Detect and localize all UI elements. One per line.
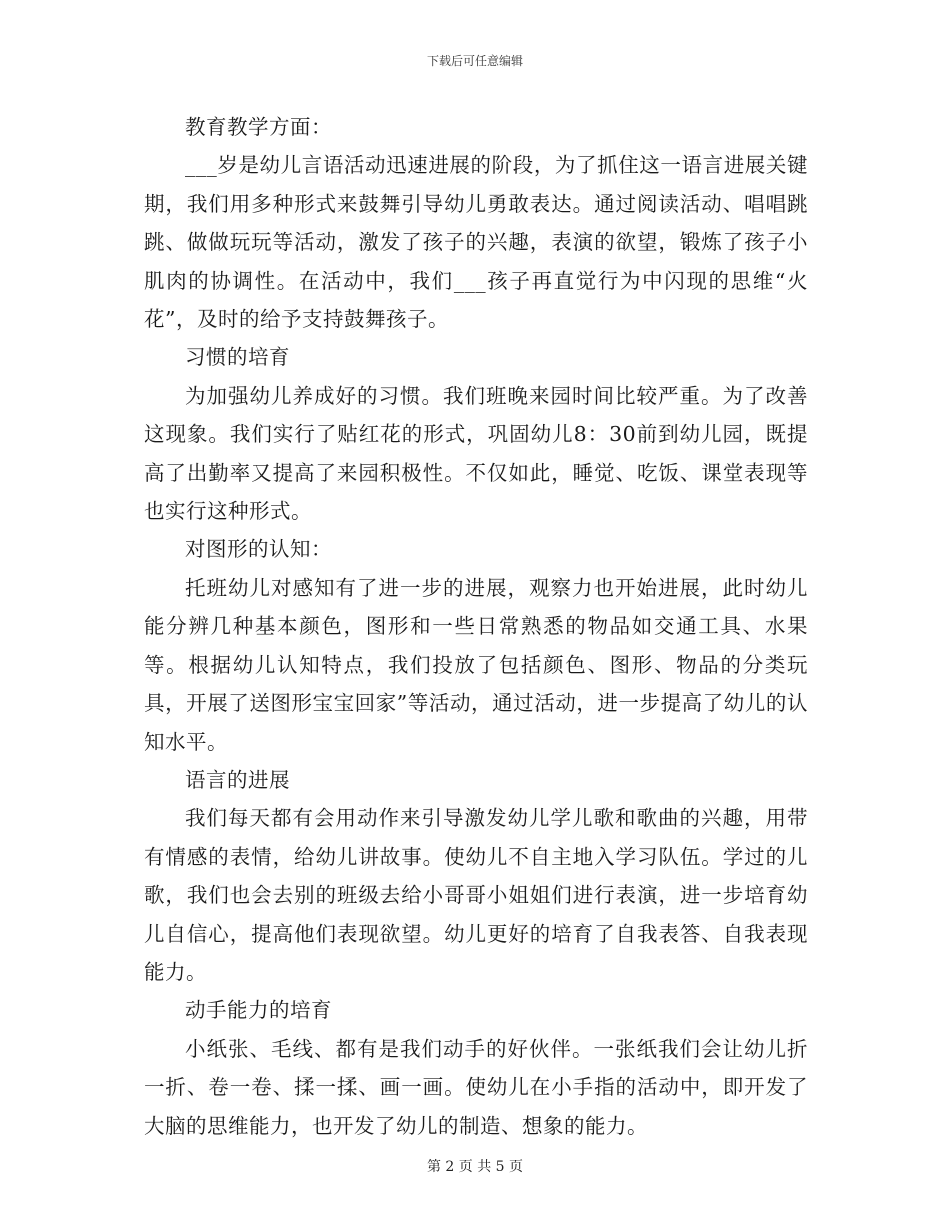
page-number: 第 2 页 共 5 页 xyxy=(426,1159,524,1175)
paragraph-handskills: 小纸张、毛线、都有是我们动手的好伙伴。一张纸我们会让幼儿折一折、卷一卷、揉一揉、画一画。使幼儿在小手指的活动中，即开发了大脑的思维能力，也开发了幼儿的制造、想象的能力。 xyxy=(144,1036,808,1138)
paragraph-language: 我们每天都有会用动作来引导激发幼儿学儿歌和歌曲的兴趣，用带有情感的表情，给幼儿讲故事。使幼儿不自主地入学习队伍。学过的儿歌，我们也会去别的班级去给小哥哥小姐姐们进行表演，进一步培育幼儿自信心，提高他们表现欲望。幼儿更好的培育了自我表答、自我表现能力。 xyxy=(144,806,808,984)
section-heading-handskills: 动手能力的培育 xyxy=(185,998,332,1023)
section-heading-language: 语言的进展 xyxy=(185,767,290,792)
document-body xyxy=(144,108,808,1145)
section-heading-teaching: 教育教学方面： xyxy=(185,115,332,139)
section-heading-habits: 习惯的培育 xyxy=(185,345,290,370)
paragraph-teaching: ___岁是幼儿言语活动迅速进展的阶段，为了抓住这一语言进展关键期，我们用多种形式来鼓舞引导幼儿勇敢表达。通过阅读活动、唱唱跳跳、做做玩玩等活动，激发了孩子的兴趣，表演的欲望，锻炼了孩子小肌肉的协调性。在活动中，我们___孩子再直觉行为中闪现的思维“火花”，及时的给予支持鼓舞孩子。 xyxy=(144,153,808,332)
paragraph-habits: 为加强幼儿养成好的习惯。我们班晚来园时间比较严重。为了改善这现象。我们实行了贴红花的形式，巩固幼儿8：30前到幼儿园，既提高了出勤率又提高了来园积极性。不仅如此，睡觉、吃饭、课堂表现等也实行这种形式。 xyxy=(144,383,808,524)
page-header: 下载后可任意编辑 xyxy=(426,54,523,68)
section-heading-shapes: 对图形的认知： xyxy=(185,537,332,562)
paragraph-shapes: 托班幼儿对感知有了进一步的进展，观察力也开始进展，此时幼儿能分辨几种基本颜色，图形和一些日常熟悉的物品如交通工具、水果等。根据幼儿认知特点，我们投放了包括颜色、图形、物品的分类玩具，开展了送图形宝宝回家”等活动，通过活动，进一步提高了幼儿的认知水平。 xyxy=(144,575,808,754)
